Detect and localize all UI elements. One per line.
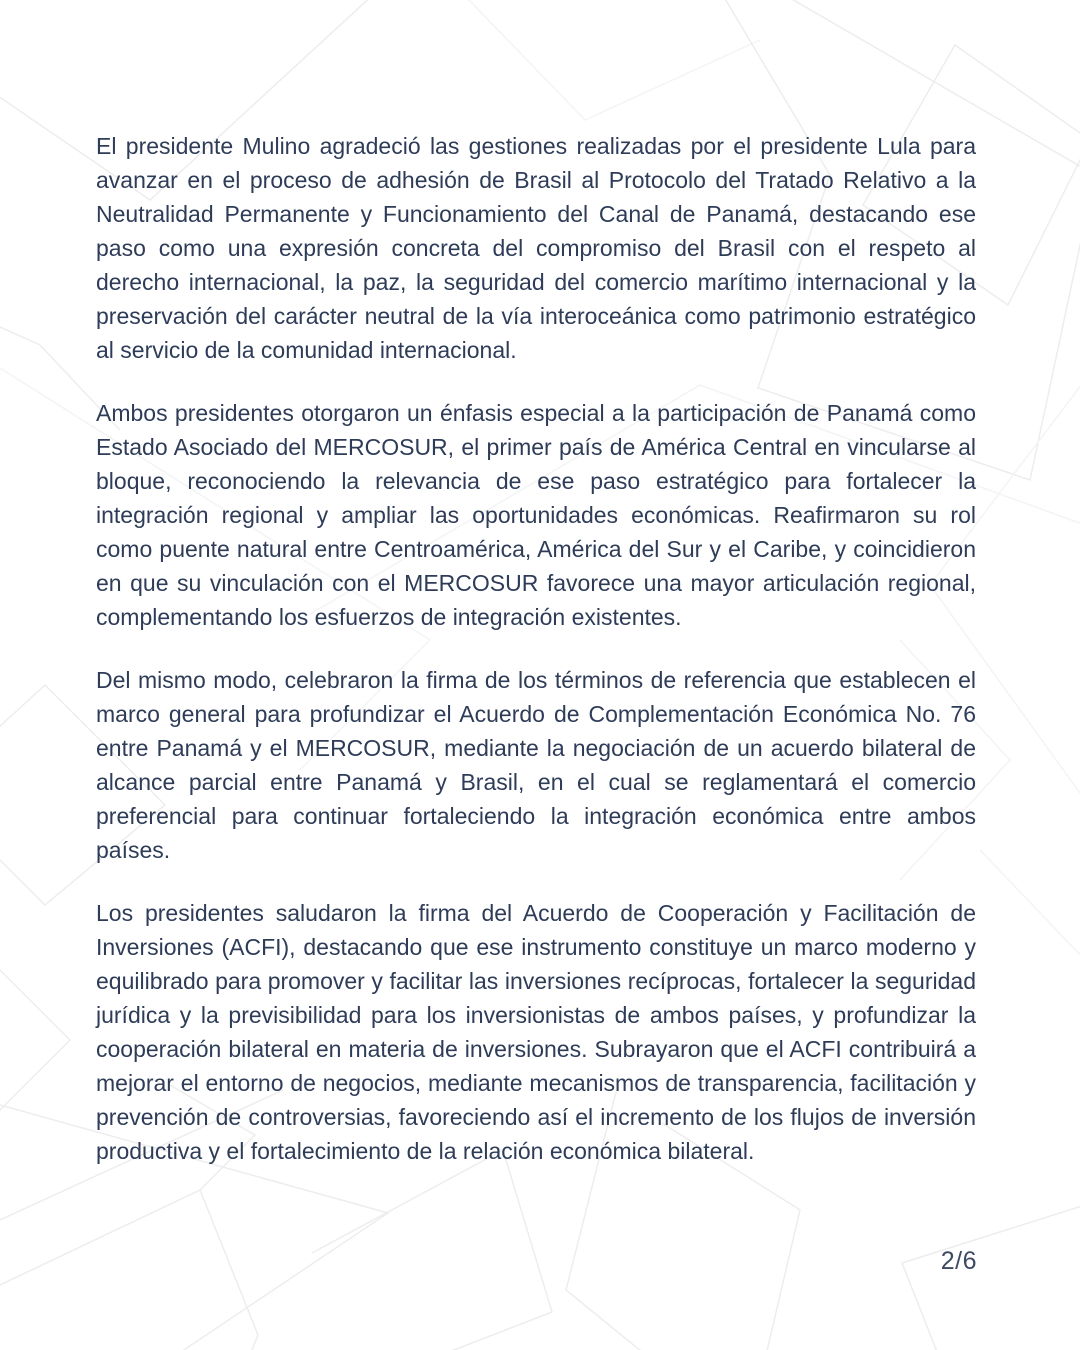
paragraph-3: Del mismo modo, celebraron la firma de los términos de referencia que establecen el marco general para profundizar el Acuerdo de Complementación Económica No. 76 entre Panamá y el MERCOSUR, mediante la negociación de un acuerdo bilateral de alcance parcial entre Panamá y Brasil, en el cual se reglamentará el comercio preferencial para continuar fortaleciendo la integración económica entre ambos países. (96, 667, 976, 863)
paragraph-4: Los presidentes saludaron la firma del Acuerdo de Cooperación y Facilitación de Inversiones (ACFI), destacando que ese instrumento constituye un marco moderno y equilibrado para promover y facilitar las inversiones recíprocas, fortalecer la seguridad jurídica y la previsibilidad para los inversionistas de ambos países, y profundizar la cooperación bilateral en materia de inversiones. Subrayaron que el ACFI contribuirá a mejorar el entorno de negocios, mediante mecanismos de transparencia, facilitación y prevención de controversias, favoreciendo así el incremento de los flujos de inversión productiva y el fortalecimiento de la relación económica bilateral. (96, 900, 976, 1164)
paragraph-1: El presidente Mulino agradeció las gestiones realizadas por el presidente Lula para avanzar en el proceso de adhesión de Brasil al Protocolo del Tratado Relativo a la Neutralidad Permanente y Funcionamiento del Canal de Panamá, destacando ese paso como una expresión concreta del compromiso del Brasil con el respeto al derecho internacional, la paz, la seguridad del comercio marítimo internacional y la preservación del carácter neutral de la vía interoceánica como patrimonio estratégico al servicio de la comunidad internacional. (96, 133, 976, 363)
document-body-text (96, 129, 976, 1197)
paragraph-2: Ambos presidentes otorgaron un énfasis especial a la participación de Panamá como Estado Asociado del MERCOSUR, el primer país de América Central en vincularse al bloque, reconociendo la relevancia de ese paso estratégico para fortalecer la integración regional y ampliar las oportunidades económicas. Reafirmaron su rol como puente natural entre Centroamérica, América del Sur y el Caribe, y coincidieron en que su vinculación con el MERCOSUR favorece una mayor articulación regional, complementando los esfuerzos de integración existentes. (96, 400, 976, 630)
page-indicator: 2/6 (940, 1247, 977, 1275)
